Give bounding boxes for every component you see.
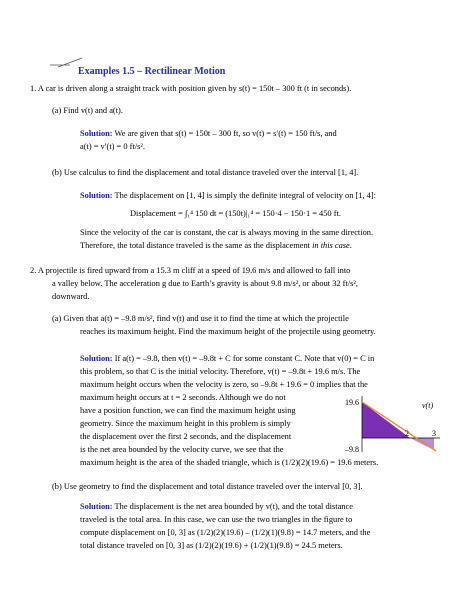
problem-1a-solution-line-2: a(t) = v′(t) = 0 ft/s². [80,142,145,151]
problem-2b-solution-line-1: Solution: The displacement is the net area bounded by v(t), and the total distance [80,502,353,511]
problem-1a-solution-line-1 [80,129,337,138]
x-tick-label-3: 3 [432,429,436,438]
problem-2b-question: (b) Use geometry to find the displacement and total distance traveled over the interval [0, 3]. [52,482,363,491]
x-tick-label-2: 2 [405,429,409,438]
y-tick-label-bottom: –9.8 [345,445,359,454]
negative-area-triangle [410,438,434,450]
solution-text: The displacement on [1, 4] is simply the definite integral of velocity on [1, 4]: [114,191,376,200]
problem-2a-question-line-2: reaches its maximum height. Find the maximum height of the projectile using geometry. [80,327,376,336]
problem-2a-solution-line-4: maximum height occurs at t = 2 seconds. Although we do not [80,393,286,402]
problem-2a-solution-line-1: Solution: If a(t) = –9.8, then v(t) = –9.8t + C for some constant C. Note that v(0) = C in [80,354,375,363]
problem-1b-note-line-1: Since the velocity of the car is constant, the car is always moving in the same direction. [80,228,374,237]
velocity-graph [344,394,444,454]
problem-2a-solution-line-7: the displacement over the first 2 seconds, and the displacement [80,432,292,441]
solution-label: Solution: [80,129,113,138]
solution-label: Solution: [80,191,113,200]
solution-label: Solution: [80,354,113,363]
page-title: Examples 1.5 – Rectilinear Motion [78,66,226,77]
problem-2b-solution-line-2: traveled is the total area. In this case, we can use the two triangles in the figure to [80,515,353,524]
problem-2a-solution-line-8: is the net area bounded by the velocity curve, we see that the [80,445,284,454]
problem-1b-note-line-2: Therefore, the total distance traveled is the same as the displacement in this case. [80,241,352,250]
problem-2a-question-line-1: (a) Given that a(t) = –9.8 m/s², find v(t) and use it to find the time at which the projectile [52,314,349,323]
y-tick-label-top: 19.6 [345,398,359,407]
problem-2a-solution-line-6: geometry. Since the maximum height in this problem is simply [80,419,291,428]
problem-2b-solution-line-3: compute displacement on [0, 3] as (1/2)(2)(19.6) – (1/2)(1)(9.8) = 14.7 meters, and the [80,528,371,537]
problem-1a-question: (a) Find v(t) and a(t). [52,106,123,115]
solution-label: Solution: [80,502,113,511]
problem-2a-solution-line-2: this problem, so that C is the initial velocity. Therefore, v(t) = –9.8t + 19.6 m/s. The [80,367,361,376]
problem-1b-solution-line-1 [80,191,376,200]
problem-2a-solution-line-9: maximum height is the area of the shaded triangle, which is (1/2)(2)(19.6) = 19.6 meters. [80,458,379,467]
problem-2b-solution-line-4: total distance traveled on [0, 3] as (1/2)(2)(19.6) + (1/2)(1)(9.8) = 24.5 meters. [80,541,343,550]
problem-2-statement-line-3: downward. [52,292,90,301]
displacement-formula: Displacement = ∫₁⁴ 150 dt = (150t)|₁⁴ = 150·4 − 150·1 = 450 ft. [130,209,341,218]
problem-2a-solution-line-3: maximum height occurs when the velocity is zero, so –9.8t + 19.6 = 0 implies that the [80,380,368,389]
problem-2a-solution-line-5: have a position function, we can find the maximum height using [80,406,296,415]
problem-1-statement: 1. A car is driven along a straight track with position given by s(t) = 150t – 300 ft (t in seconds). [30,84,352,93]
curve-label: v(t) [422,401,434,410]
problem-2-statement-line-1: 2. A projectile is fired upward from a 15.3 m cliff at a speed of 19.6 m/s and allowed to fall into [30,266,351,275]
problem-1b-question: (b) Use calculus to find the displacement and total distance traveled over the interval [1, 4]. [52,168,359,177]
problem-2-statement-line-2: a valley below. The acceleration g due to Earth’s gravity is about 9.8 m/s², or about 32 ft/s², [52,279,358,288]
solution-text: We are given that s(t) = 150t – 300 ft, so v(t) = s′(t) = 150 ft/s, and [114,129,337,138]
